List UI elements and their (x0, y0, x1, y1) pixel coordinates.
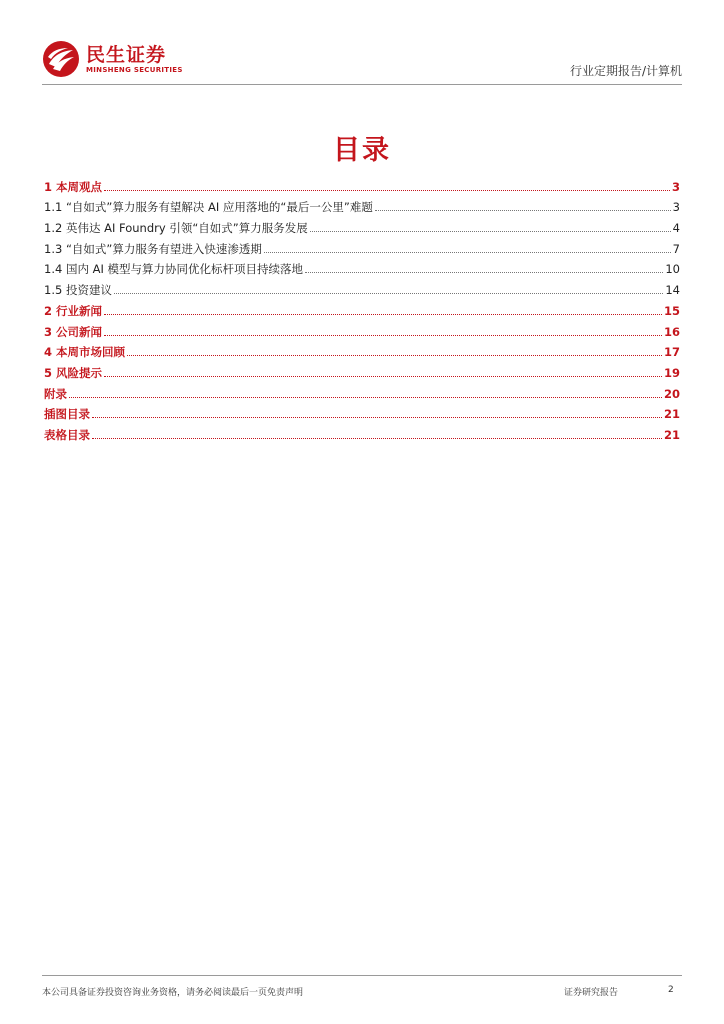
toc-entry-label: 3 公司新闻 (44, 324, 103, 339)
toc-leader-dots (104, 314, 662, 315)
toc-entry[interactable] (44, 359, 680, 380)
toc-entry-label: 插图目录 (44, 407, 90, 422)
toc-entry[interactable] (44, 173, 680, 194)
toc-entry-page: 3 (672, 200, 680, 215)
brand-name-cn: 民生证券 (86, 43, 167, 66)
toc-leader-dots (104, 376, 662, 377)
toc-entry[interactable] (44, 214, 680, 235)
header-divider (42, 84, 682, 85)
table-of-contents (44, 173, 680, 442)
toc-leader-dots (264, 252, 671, 253)
toc-entry-label: 1.2 英伟达 AI Foundry 引领“自如式”算力服务发展 (44, 221, 308, 236)
toc-leader-dots (375, 210, 671, 211)
toc-entry[interactable] (44, 297, 680, 318)
toc-entry-page: 19 (663, 365, 680, 380)
toc-entry[interactable] (44, 235, 680, 256)
footer-divider (42, 975, 682, 976)
toc-entry-page: 4 (672, 221, 680, 236)
toc-entry-label: 表格目录 (44, 427, 90, 442)
toc-entry-label: 1.1 “自如式”算力服务有望解决 AI 应用落地的“最后一公里”难题 (44, 200, 373, 215)
toc-entry-label: 1.3 “自如式”算力服务有望进入快速渗透期 (44, 241, 262, 256)
toc-entry[interactable] (44, 401, 680, 422)
toc-entry-page: 20 (663, 386, 680, 401)
toc-leader-dots (69, 397, 662, 398)
toc-entry[interactable] (44, 318, 680, 339)
brand-logo (42, 40, 183, 78)
toc-leader-dots (104, 190, 670, 191)
toc-entry[interactable] (44, 339, 680, 360)
toc-entry-page: 21 (663, 427, 680, 442)
report-category: 行业定期报告/计算机 (569, 64, 682, 78)
toc-entry[interactable] (44, 380, 680, 401)
toc-entry-page: 10 (665, 262, 680, 277)
page-number: 2 (668, 985, 674, 995)
toc-entry-label: 1 本周观点 (44, 179, 103, 194)
toc-title: 目录 (333, 135, 391, 166)
brand-name-en: MINSHENG SECURITIES (86, 65, 183, 74)
toc-entry[interactable] (44, 276, 680, 297)
page-header (42, 40, 682, 84)
toc-entry-label: 5 风险提示 (44, 365, 103, 380)
toc-entry-page: 3 (671, 179, 680, 194)
toc-entry-page: 7 (672, 241, 680, 256)
toc-entry-label: 附录 (44, 386, 67, 401)
toc-entry-label: 1.5 投资建议 (44, 283, 112, 298)
footer-doc-type: 证券研究报告 (564, 988, 619, 998)
toc-entry-page: 15 (663, 303, 680, 318)
toc-entry[interactable] (44, 421, 680, 442)
toc-entry[interactable] (44, 194, 680, 215)
toc-entry-label: 1.4 国内 AI 模型与算力协同优化标杆项目持续落地 (44, 262, 304, 277)
toc-entry-page: 17 (663, 345, 680, 360)
toc-entry-page: 16 (663, 324, 680, 339)
toc-leader-dots (127, 355, 662, 356)
toc-entry-label: 2 行业新闻 (44, 303, 103, 318)
toc-leader-dots (305, 272, 663, 273)
toc-leader-dots (92, 417, 662, 418)
toc-leader-dots (92, 438, 662, 439)
toc-leader-dots (104, 335, 662, 336)
toc-entry[interactable] (44, 256, 680, 277)
toc-entry-page: 14 (665, 283, 680, 298)
toc-leader-dots (310, 231, 671, 232)
toc-entry-page: 21 (663, 407, 680, 422)
toc-leader-dots (114, 293, 663, 294)
toc-entry-label: 4 本周市场回顾 (44, 345, 126, 360)
footer-disclaimer: 本公司具备证券投资咨询业务资格，请务必阅读最后一页免责声明 (42, 988, 304, 998)
minsheng-logo-icon (42, 40, 80, 78)
